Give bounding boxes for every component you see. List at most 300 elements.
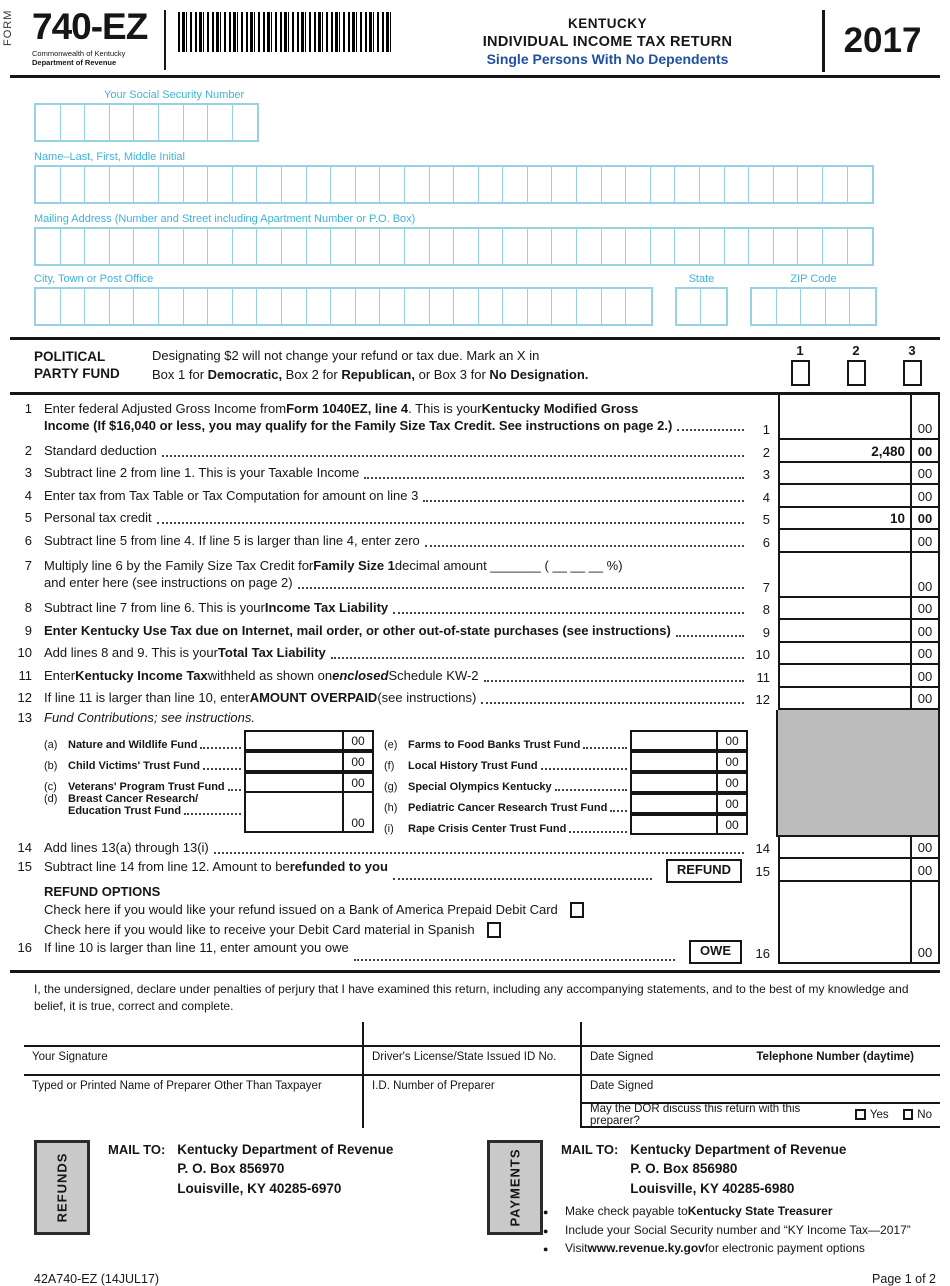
char-cell	[552, 229, 577, 264]
char-cell	[454, 167, 479, 202]
char-cell	[331, 167, 356, 202]
char-cell	[528, 289, 553, 324]
fund-row-d	[44, 793, 374, 835]
char-cell	[777, 289, 802, 324]
dot-leader	[583, 747, 627, 749]
fund-amount-field[interactable]	[246, 774, 342, 791]
payment-bullet-3: ● Visit www.revenue.ky.gov for electronic payment options	[543, 1241, 865, 1256]
line-1-number-right: 1	[762, 422, 770, 437]
fund-amount-field[interactable]	[632, 795, 716, 812]
line-9-body	[10, 620, 750, 643]
line-13-text: 13 Fund Contributions; see instructions.	[10, 710, 748, 727]
char-cell	[110, 105, 135, 140]
fund-amount-box[interactable]	[630, 751, 748, 772]
city-input[interactable]	[34, 287, 653, 326]
line-5-cents: 00	[912, 508, 940, 531]
char-cell	[479, 289, 504, 324]
dot-leader	[331, 657, 744, 659]
fund-amount-box[interactable]	[630, 814, 748, 835]
line-11-cents: 00	[912, 665, 940, 688]
char-cell	[257, 167, 282, 202]
fund-amount-box[interactable]	[244, 772, 374, 793]
line-6-cents: 00	[912, 530, 940, 553]
line-row-1	[10, 395, 940, 440]
fund-letter: (h)	[384, 801, 398, 814]
line-14-number-right: 14	[755, 841, 770, 857]
char-cell	[826, 289, 851, 324]
refunds-mail-block	[34, 1140, 487, 1258]
fund-row-c	[44, 772, 374, 793]
address-line: Louisville, KY 40285-6970	[177, 1180, 342, 1196]
char-cell	[85, 167, 110, 202]
political-fund-text	[152, 347, 772, 385]
char-cell	[110, 167, 135, 202]
dot-leader	[200, 747, 241, 749]
political-box-number: 1	[796, 343, 804, 358]
line-8-text: 8 Subtract line 7 from line 6. This is your Income Tax Liability	[10, 600, 750, 617]
political-box-number: 3	[908, 343, 916, 358]
payments-mailto-label: MAIL TO:	[561, 1141, 619, 1157]
char-cell	[380, 289, 405, 324]
fund-column-left	[44, 730, 374, 835]
char-cell	[823, 167, 848, 202]
line-7-number: 7	[24, 558, 32, 574]
line-8-number: 8	[24, 600, 32, 616]
char-cell	[61, 229, 86, 264]
char-cell	[626, 289, 651, 324]
line-16-number: 16	[17, 939, 32, 955]
line-4-text: 4 Enter tax from Tax Table or Tax Computation for amount on line 3	[10, 488, 750, 505]
char-cell	[356, 289, 381, 324]
char-cell	[405, 289, 430, 324]
line-row-12	[10, 688, 940, 711]
line-7-number-right: 7	[762, 579, 770, 595]
dot-leader	[162, 455, 744, 457]
line-9-text: 9 Enter Kentucky Use Tax due on Internet, mail order, or other out-of-state purchases (see instructions)	[10, 623, 750, 640]
page-footer	[34, 1272, 936, 1286]
fund-row-f	[384, 751, 748, 772]
political-checkbox-3[interactable]	[903, 360, 922, 386]
line-15-body	[10, 859, 750, 882]
name-input[interactable]	[34, 165, 874, 204]
fund-label-block	[68, 793, 244, 817]
char-cell	[208, 105, 233, 140]
signature-field[interactable]	[24, 1022, 362, 1047]
line-16-text: 16 If line 10 is larger than line 11, enter amount you owe OWE	[10, 940, 750, 964]
line-9-amount-field[interactable]	[778, 620, 912, 643]
line-2-number: 2	[24, 442, 32, 458]
char-cell	[823, 229, 848, 264]
line-12-number-right: 12	[755, 692, 770, 707]
line-row-7	[10, 553, 940, 598]
perjury-declaration: I, the undersigned, declare under penalties of perjury that I have examined this return, including any accompanying statements, and to the best of my knowledge and belief, it is true, correct and complete.	[34, 981, 909, 1014]
char-cell	[749, 229, 774, 264]
char-cell	[528, 229, 553, 264]
line-row-8	[10, 598, 940, 621]
line-9-number: 9	[24, 622, 32, 638]
fund-cents: 00	[716, 732, 746, 749]
char-cell	[528, 167, 553, 202]
dor-question: May the DOR discuss this return with this preparer?	[590, 1102, 801, 1127]
refund-option-2: Check here if you would like to receive your Debit Card material in Spanish	[10, 920, 750, 940]
char-cell	[208, 229, 233, 264]
line-8-amount-field[interactable]	[778, 598, 912, 621]
line-13-number: 13	[17, 710, 32, 725]
address-line: P. O. Box 856970	[177, 1161, 285, 1177]
line-4-amount-field[interactable]	[778, 485, 912, 508]
char-cell	[134, 105, 159, 140]
fund-amount-field[interactable]	[632, 816, 716, 833]
fund-label: Special Olympics Kentucky	[408, 780, 552, 793]
political-checkbox-2[interactable]	[847, 360, 866, 386]
char-cell	[700, 167, 725, 202]
line-2-number-right: 2	[762, 444, 770, 460]
header-divider	[164, 10, 166, 70]
dor-yes-label: Yes	[869, 1108, 889, 1121]
fund-cents: 00	[342, 774, 372, 791]
fund-row-g	[384, 772, 748, 793]
line-16-cents: 00	[912, 882, 940, 964]
line-1-text-2: Income (If $16,040 or less, you may qualify for the Family Size Tax Credit. See instructions on page 2.)	[10, 418, 750, 435]
city-state-zip-row	[34, 269, 940, 329]
char-cell	[602, 167, 627, 202]
drivers-license-field[interactable]	[364, 1022, 580, 1047]
line-1-number: 1	[24, 400, 32, 416]
char-cell	[626, 229, 651, 264]
political-fund-heading: POLITICAL PARTY FUND	[34, 349, 120, 381]
shaded-area	[776, 710, 940, 837]
line-13-body	[10, 710, 748, 837]
dot-leader	[423, 500, 744, 502]
line-4-body	[10, 485, 750, 508]
char-cell	[577, 289, 602, 324]
fund-amount-field[interactable]	[632, 753, 716, 770]
fund-letter: (e)	[384, 738, 398, 751]
line-14-body	[10, 837, 750, 860]
fund-row-b	[44, 751, 374, 772]
line-row-13	[10, 710, 940, 837]
political-party-fund-section	[10, 340, 940, 395]
line-row-2	[10, 440, 940, 463]
ssn-label: Your Social Security Number	[104, 89, 245, 101]
char-cell	[798, 229, 823, 264]
fund-row-e	[384, 730, 748, 751]
line-row-10	[10, 643, 940, 666]
zip-label: ZIP Code	[790, 273, 837, 285]
payments-badge	[487, 1140, 543, 1235]
refund-option-2-checkbox[interactable]	[487, 922, 501, 938]
char-cell	[159, 167, 184, 202]
fund-cents: 00	[342, 753, 372, 770]
fund-amount-box[interactable]	[244, 751, 374, 772]
political-option-2	[847, 343, 866, 386]
dor-yes-checkbox[interactable]	[855, 1109, 866, 1120]
char-cell	[282, 289, 307, 324]
refunds-mailto-label: MAIL TO:	[108, 1141, 166, 1157]
char-cell	[848, 167, 873, 202]
line-11-number-right: 11	[756, 669, 770, 685]
char-cell	[675, 229, 700, 264]
address-label: Mailing Address (Number and Street including Apartment Number or P.O. Box)	[34, 213, 416, 225]
line-11-text: 11 Enter Kentucky Income Tax withheld as shown on enclosed Schedule KW-2	[10, 668, 750, 685]
fund-letter: (d)	[44, 792, 58, 805]
char-cell	[725, 167, 750, 202]
fund-label: Pediatric Cancer Research Trust Fund	[408, 801, 608, 814]
fund-letter: (i)	[384, 822, 394, 835]
line-12-cents: 00	[912, 688, 940, 711]
dot-leader	[677, 429, 744, 431]
char-cell	[85, 289, 110, 324]
state-input[interactable]	[675, 287, 728, 326]
char-cell	[61, 105, 86, 140]
state-label: State	[688, 273, 715, 285]
char-cell	[257, 289, 282, 324]
line-7-cents: 00	[912, 553, 940, 598]
state-name: KENTUCKY	[567, 16, 647, 31]
signature-col2	[362, 1022, 580, 1128]
dot-leader	[228, 789, 241, 791]
city-label: City, Town or Post Office	[34, 273, 154, 285]
fund-label-line2	[68, 805, 244, 817]
char-cell	[503, 167, 528, 202]
dot-leader	[354, 959, 675, 961]
char-cell	[159, 289, 184, 324]
bullet-icon: ●	[543, 1244, 549, 1255]
dot-leader	[393, 612, 744, 614]
fund-amount-field[interactable]	[632, 732, 716, 749]
char-cell	[430, 229, 455, 264]
form-header	[10, 8, 940, 78]
line-15-amount-field[interactable]	[778, 859, 912, 882]
fund-row-i	[384, 814, 748, 835]
taxpayer-id-section	[10, 78, 940, 331]
char-cell	[577, 167, 602, 202]
line-2-amount-field[interactable]	[778, 440, 912, 463]
char-cell	[85, 229, 110, 264]
line-10-number-right: 10	[755, 647, 770, 662]
your-signature-label: Your Signature	[24, 1047, 362, 1076]
agency-line1: Commonwealth of Kentucky	[32, 48, 126, 58]
char-cell	[798, 167, 823, 202]
char-cell	[725, 229, 750, 264]
line-3-cents: 00	[912, 463, 940, 486]
line-2-text: 2 Standard deduction	[10, 443, 750, 460]
political-fund-checkboxes	[772, 343, 940, 386]
dot-leader	[298, 587, 744, 589]
line-7-text-1: 7 Multiply line 6 by the Family Size Tax Credit for Family Size 1 decimal amount _______ ( __ __ __ %)	[10, 558, 750, 575]
line-1-body	[10, 395, 750, 440]
fund-contributions-grid	[10, 727, 748, 837]
fund-amount-field[interactable]	[246, 793, 342, 831]
char-cell	[752, 289, 777, 324]
line-1-amount-field[interactable]	[778, 395, 912, 440]
char-cell	[331, 289, 356, 324]
fund-amount-box[interactable]	[630, 730, 748, 751]
char-cell	[36, 229, 61, 264]
form-subtitle: Single Persons With No Dependents	[486, 51, 729, 67]
char-cell	[282, 229, 307, 264]
char-cell	[159, 229, 184, 264]
line-2-cents: 00	[912, 440, 940, 463]
fund-amount-field[interactable]	[246, 753, 342, 770]
fund-amount-box[interactable]	[244, 730, 374, 751]
bullet-icon: ●	[543, 1207, 549, 1218]
fund-label: Farms to Food Banks Trust Fund	[408, 738, 581, 751]
address-line: Kentucky Department of Revenue	[177, 1141, 394, 1157]
agency-line2: Department of Revenue	[32, 57, 117, 67]
line-2-amount-value: 2,480	[871, 443, 905, 459]
char-cell	[184, 167, 209, 202]
line-16-number-right: 16	[755, 945, 770, 961]
char-cell	[331, 229, 356, 264]
date-signed-field[interactable]	[582, 1022, 940, 1047]
line-4-number-right: 4	[762, 489, 770, 505]
line-14-cents: 00	[912, 837, 940, 860]
fund-cents: 00	[342, 732, 372, 749]
char-cell	[110, 229, 135, 264]
char-cell	[677, 289, 702, 324]
line-6-number: 6	[24, 532, 32, 548]
drivers-license-label: Driver's License/State Issued ID No.	[364, 1047, 580, 1076]
fund-letter: (a)	[44, 738, 58, 751]
line-3-amount-field[interactable]	[778, 463, 912, 486]
line-11-amount-field[interactable]	[778, 665, 912, 688]
char-cell	[503, 289, 528, 324]
line-15-number-right: 15	[755, 863, 770, 879]
char-cell	[380, 167, 405, 202]
line-6-amount-field[interactable]	[778, 530, 912, 553]
line-6-body	[10, 530, 750, 553]
bullet-icon: ●	[543, 1225, 549, 1236]
fund-label: Local History Trust Fund	[408, 759, 538, 772]
refunds-address	[177, 1140, 393, 1258]
char-cell	[848, 229, 873, 264]
payments-mail-block	[487, 1140, 940, 1258]
line-6-text: 6 Subtract line 5 from line 4. If line 5 is larger than line 4, enter zero	[10, 533, 750, 550]
line-3-number: 3	[24, 465, 32, 481]
political-checkbox-1[interactable]	[791, 360, 810, 386]
char-cell	[36, 289, 61, 324]
zip-input[interactable]	[750, 287, 877, 326]
dot-leader	[610, 810, 627, 812]
line-12-text: 12 If line 11 is larger than line 10, enter AMOUNT OVERPAID (see instructions)	[10, 690, 750, 707]
name-label: Name–Last, First, Middle Initial	[34, 151, 185, 163]
dot-leader	[184, 813, 241, 815]
char-cell	[651, 167, 676, 202]
fund-amount-box[interactable]	[630, 793, 748, 814]
line-15-text: 15 Subtract line 14 from line 12. Amount to be refunded to you REFUND	[10, 859, 750, 883]
fund-cents: 00	[716, 816, 746, 833]
dot-leader	[203, 768, 241, 770]
line-7-amount-field[interactable]	[778, 553, 912, 598]
fund-amount-field[interactable]	[632, 774, 716, 791]
form-code: 42A740-EZ (14JUL17)	[34, 1272, 160, 1286]
dot-leader	[157, 522, 744, 524]
preparer-id-label: I.D. Number of Preparer	[372, 1079, 495, 1092]
char-cell	[774, 167, 799, 202]
char-cell	[110, 289, 135, 324]
line-8-number-right: 8	[762, 602, 770, 617]
line-16-amount-field[interactable]	[778, 882, 912, 964]
char-cell	[602, 229, 627, 264]
char-cell	[36, 167, 61, 202]
line-8-cents: 00	[912, 598, 940, 621]
line-5-number-right: 5	[762, 512, 770, 527]
line-1-text-1: 1 Enter federal Adjusted Gross Income from Form 1040EZ, line 4 . This is your Kentucky Modified Gross	[10, 401, 750, 418]
char-cell	[159, 105, 184, 140]
char-cell	[479, 229, 504, 264]
line-4-number: 4	[24, 487, 32, 503]
ssn-input[interactable]	[34, 103, 259, 142]
dor-discuss-row	[582, 1104, 940, 1128]
tax-year: 2017	[822, 10, 940, 72]
line-10-text: 10 Add lines 8 and 9. This is your Total Tax Liability	[10, 645, 750, 662]
address-input[interactable]	[34, 227, 874, 266]
line-14-amount-field[interactable]	[778, 837, 912, 860]
line-14-number: 14	[17, 839, 32, 855]
fund-amount-box[interactable]	[630, 772, 748, 793]
form-identity	[10, 8, 160, 75]
line-8-body	[10, 598, 750, 621]
line-3-text: 3 Subtract line 2 from line 1. This is your Taxable Income	[10, 465, 750, 482]
fund-column-right	[384, 730, 748, 835]
char-cell	[356, 229, 381, 264]
char-cell	[134, 289, 159, 324]
char-cell	[774, 229, 799, 264]
fund-label: Education Trust Fund	[68, 804, 182, 817]
fund-cents: 00	[716, 795, 746, 812]
char-cell	[552, 167, 577, 202]
char-cell	[233, 167, 258, 202]
fund-label: Nature and Wildlife Fund	[68, 738, 198, 751]
fund-label: Veterans' Program Trust Fund	[68, 780, 225, 793]
line-11-number: 11	[18, 667, 32, 683]
line-15-number: 15	[17, 858, 32, 874]
fund-letter: (b)	[44, 759, 58, 772]
char-cell	[700, 229, 725, 264]
char-cell	[233, 289, 258, 324]
line-row-15	[10, 859, 940, 882]
dor-no-checkbox[interactable]	[903, 1109, 914, 1120]
refund-option-1-checkbox[interactable]	[570, 902, 584, 918]
line-12-amount-field[interactable]	[778, 688, 912, 711]
line-10-body	[10, 643, 750, 666]
char-cell	[454, 229, 479, 264]
line-10-cents: 00	[912, 643, 940, 666]
fund-amount-box[interactable]	[244, 791, 374, 833]
line-14-text: 14 Add lines 13(a) through 13(i)	[10, 840, 750, 857]
char-cell	[405, 167, 430, 202]
fund-amount-field[interactable]	[246, 732, 342, 749]
city-group	[34, 269, 653, 329]
line-5-amount-field[interactable]	[778, 508, 912, 531]
dot-leader	[569, 831, 627, 833]
fund-letter: (c)	[44, 780, 57, 793]
line-3-body	[10, 463, 750, 486]
line-row-3	[10, 463, 940, 486]
char-cell	[307, 229, 332, 264]
char-cell	[134, 167, 159, 202]
payment-bullet-1: ● Make check payable to Kentucky State Treasurer	[543, 1204, 833, 1219]
line-row-5	[10, 508, 940, 531]
address-line: P. O. Box 856980	[630, 1161, 738, 1177]
signature-col3	[580, 1022, 940, 1128]
page-indicator: Page 1 of 2	[872, 1272, 936, 1286]
char-cell	[479, 167, 504, 202]
line-10-amount-field[interactable]	[778, 643, 912, 666]
char-cell	[577, 229, 602, 264]
line-1-cents: 00	[912, 395, 940, 440]
